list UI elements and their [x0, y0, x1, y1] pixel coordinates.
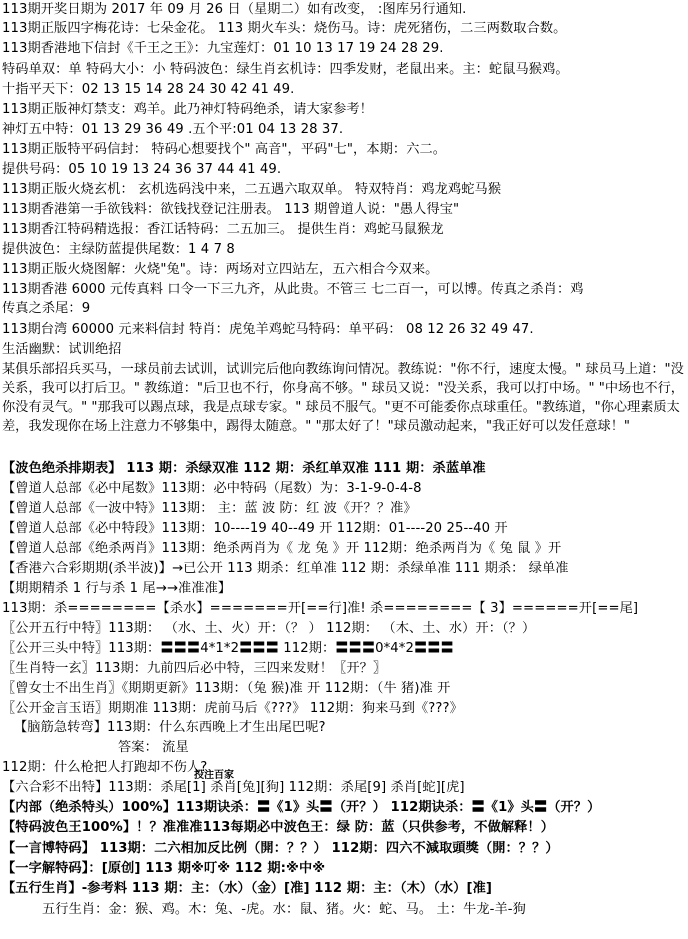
sec-wave-kill-text: 【波色绝杀排期表】 113 期：杀绿双准 112 期：杀红单双准 111 期：杀蓝单准 — [2, 461, 486, 476]
sec-teaser-answer: 答案： 流星 — [118, 740, 189, 755]
sec-brain-teaser: 【脑筋急转弯】113期：什么东西晚上才生出尾巴呢? — [14, 720, 326, 735]
line-fax-tail: 传真之杀尾：9 — [2, 301, 91, 316]
joke-paragraph: 某俱乐部招兵买马，一球员前去试训，试训完后他向教练询问情况。教练说："你不行，速度太慢。" 球员马上道："没关系，我可以打后卫。" 教练道："后卫也不行，你身高不够。" 球员又说："没关系，我可以打中场。" "中场也不行，你没有灵气。" "那我可以踢点球，我是点球专家。" 球员不服气。"更不可能委你点球重任。"教练道，"你心理素质太差，我发现你在场上注意力不够集中，踢得太随意。" "那太好了！"球员激动起来，"我正好可以发任意球！" — [2, 362, 684, 434]
sec-special-range: 【曾道人总部《必中特段》113期：10----19 40--49 开 112期：01----20 25--40 开 — [2, 521, 508, 536]
sec-tail-digits: 【曾道人总部《必中尾数》113期：必中特码（尾数）为：3-1-9-0-4-8 — [2, 481, 422, 496]
line-provided-numbers: 提供号码：05 10 19 13 24 36 37 44 41 49. — [2, 162, 282, 177]
line-wave-color: 提供波色：主绿防蓝提供尾数：1 4 7 8 — [2, 242, 235, 257]
line-taiwan: 113期台湾 60000 元来料信封 特肖：虎兔羊鸡蛇马特码：单平码： 08 12 26 32 49 47. — [2, 322, 534, 337]
sec-wave-king — [2, 819, 554, 836]
line-ten-fingers: 十指平天下：02 13 15 14 28 24 30 42 41 49. — [2, 82, 295, 97]
sec-kill-two: 【曾道人总部《绝杀两肖》113期：绝杀两肖为《 龙 兔 》开 112期：绝杀两肖为《 兔 鼠 》开 — [2, 541, 562, 556]
sec-no-special: 【六合彩不出特】113期：杀尾[1] 杀肖[兔][狗] 112期：杀尾[9] 杀肖[蛇][虎] — [2, 780, 465, 795]
sec-zodiac-mystery: 〖生肖特一玄〗113期：九前四后必中特，三四来发财！〖开？〗 — [2, 661, 387, 676]
sec-one-char-text: 【一字解特码】：[原创] 113 期※叮※ 112 期:※中※ — [2, 861, 326, 876]
sec-wave-kill — [2, 460, 486, 477]
line-draw-date: 113期开奖日期为 2017 年 09 月 26 日（星期二）如有改变， :图库另行通知. — [2, 2, 467, 17]
sec-teaser-112: 112期：什么枪把人打跑却不伤人? — [2, 760, 208, 775]
line-fire-mystery: 113期正版火烧玄机： 玄机选码浅中来，二五遇六取双单。 特双特肖：鸡龙鸡蛇马猴 — [2, 182, 502, 197]
line-plum-poem: 113期正版四字梅花诗：七朵金花。 113 期火车头：烧伤马。诗：虎死猪伤，二三两数取合数。 — [2, 21, 567, 36]
sec-one-wave: 【曾道人总部《一波中特》113期： 主：蓝 波 防：红 波《开？？准》 — [2, 501, 417, 516]
sec-kill-line: 113期：杀========【杀水】=======开[==行]准! 杀========【 3】======开[==尾] — [2, 601, 639, 616]
line-flat-code: 113期正版特平码信封： 特码心想要找个" 高音"，平码"七"，本期：六二。 — [2, 142, 447, 157]
line-hk-fax: 113期香港 6000 元传真料 口令一下三九齐，从此贵。不管三 七二百一，可以博。传真之杀肖：鸡 — [2, 282, 584, 297]
sec-ms-zeng: 〖曾女士不出生肖〗《期期更新》113期：（兔 猴)准 开 112期：（牛 猪)准 开 — [2, 681, 451, 696]
sec-element-list: 五行生肖：金：猴、鸡。木：兔、-虎。水：鼠、猪。火：蛇、马。 土：牛龙-羊-狗 — [42, 902, 526, 917]
sec-inner-kill — [2, 799, 600, 816]
line-humor-title: 生活幽默：试训绝招 — [2, 342, 122, 357]
sec-five-elements: 〖公开五行中特〗113期： （水、土、火）开：（？ ） 112期： （木、土、水）开：（？） — [2, 621, 536, 636]
sec-kill-element: 【期期精杀 1 行与杀 1 尾→→准准准】 — [2, 581, 232, 596]
sec-hk-half-wave: 【香港六合彩期期(杀半波)】→已公开 113 期杀：红单准 112 期：杀绿单准 111 期杀： 绿单准 — [2, 561, 569, 576]
line-special-code: 特码单双：单 特码大小：小 特码波色：绿生肖玄机诗：四季发财，老鼠出来。主：蛇鼠马猴鸡。 — [2, 62, 569, 77]
sec-three-heads: 〖公开三头中特〗113期：〓〓〓4*1*2〓〓〓 112期：〓〓〓0*4*2〓〓〓 — [2, 641, 454, 656]
sec-one-char — [2, 860, 325, 877]
stamp-logo: 投注百家 — [194, 770, 234, 781]
line-hk-envelope: 113期香港地下信封《千王之王》：九宝莲灯：01 10 13 17 19 24 28 29. — [2, 41, 444, 56]
sec-five-zodiac-text: 【五行生肖】-参考料 113 期：主：（水）（金）[准] 112 期：主：（木）（水）[准] — [2, 881, 493, 896]
line-xiangjiang: 113期香江特码精选报：香江话特码：二五加三。 提供生肖：鸡蛇马鼠猴龙 — [2, 222, 444, 237]
line-fire-diagram: 113期正版火烧图解：火烧"兔"。诗：两场对立四站左，五六相合今双来。 — [2, 262, 439, 277]
sec-inner-kill-text: 【内部（绝杀特头）100%】113期诀杀：〓《1》头〓（开？） 112期诀杀：〓《1》头〓（开？） — [2, 800, 601, 815]
sec-one-word-text: 【一言博特码】 113期：二六相加反比例（開：？？） 112期：四六不減取頭獎（開：？？） — [2, 841, 559, 856]
sec-one-word — [2, 840, 559, 857]
sec-wave-king-text: 【特码波色王100%】！？准准准113每期必中波色王：绿 防：蓝（只供参考，不做解释！） — [2, 820, 555, 835]
line-magic-lamp: 113期正版神灯禁支：鸡羊。此乃神灯特码绝杀，请大家参考！ — [2, 102, 373, 117]
sec-golden-words: 〖公开金言玉语〗期期准 113期：虎前马后《???》 112期：狗来马到《???》 — [2, 701, 463, 716]
line-hk-first: 113期香港第一手欲钱料：欲钱找登记注册表。 113 期曾道人说："愚人得宝" — [2, 202, 460, 217]
sec-five-zodiac — [2, 880, 492, 897]
line-lamp-five: 神灯五中特：01 13 29 36 49 .五个平:01 04 13 28 37. — [2, 122, 344, 137]
